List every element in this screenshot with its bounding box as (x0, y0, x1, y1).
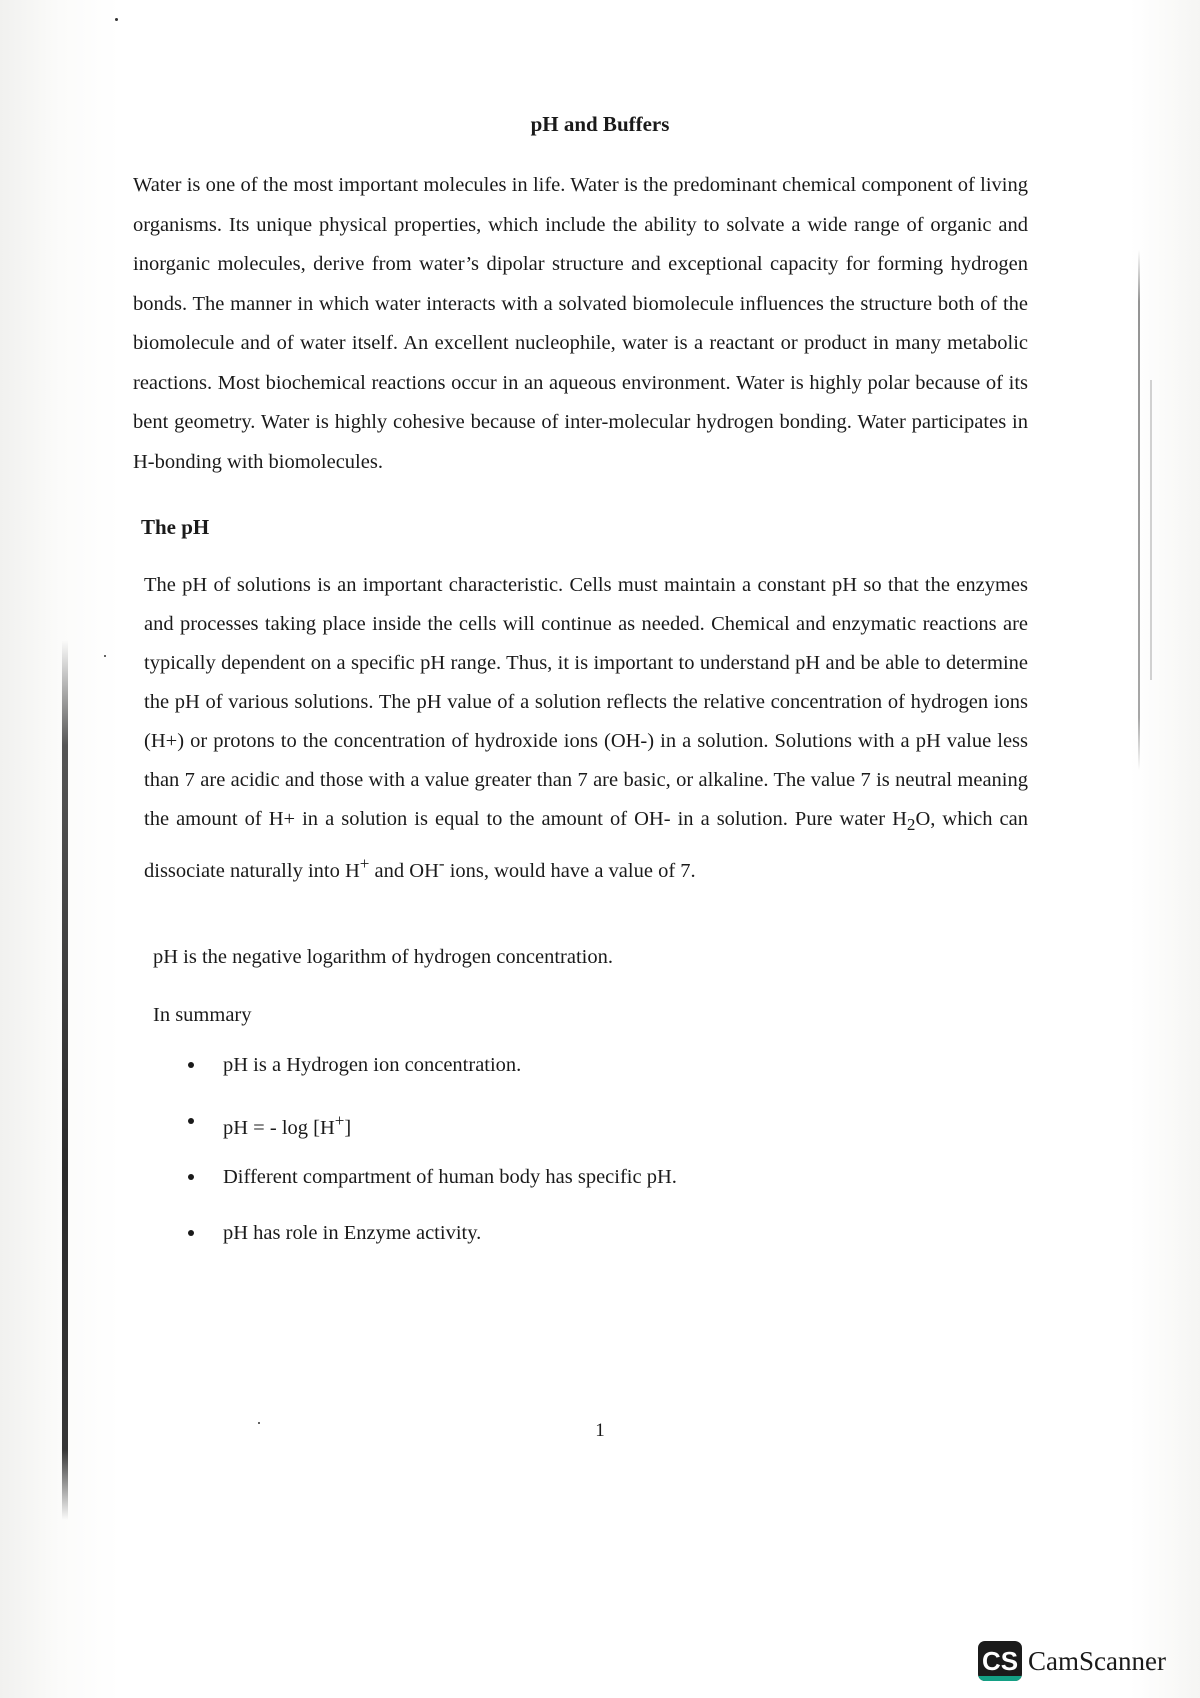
scan-edge-shadow-right-faint (1150, 380, 1152, 680)
ph-paragraph-text: ions, would have a value of 7. (444, 859, 696, 882)
scan-speck (115, 18, 118, 21)
summary-list (186, 1052, 677, 1276)
intro-paragraph: Water is one of the most important molecules in life. Water is the predominant chemical component of living organisms. Its unique physical properties, which include the ability to solvate a wide range of organic and inorganic molecules, derive from water’s dipolar structure and exceptional capacity for forming hydrogen bonds. The manner in which water interacts with a solvated biomolecule influences the structure both of the biomolecule and of water itself. An excellent nucleophile, water is a reactant or product in many metabolic reactions. Most biochemical reactions occur in an aqueous environment. Water is highly polar because of its bent geometry. Water is highly cohesive because of inter-molecular hydrogen bonding. Water participates in H-bonding with biomolecules. (133, 174, 1028, 473)
superscript-plus: + (359, 854, 370, 874)
ph-paragraph-text: O, which can dissociate naturally into H (144, 808, 1028, 882)
bullet-icon (188, 1174, 194, 1180)
camscanner-watermark (978, 1641, 1166, 1681)
scan-speck (104, 655, 106, 657)
ph-paragraph-text: The pH of solutions is an important characteristic. Cells must maintain a constant pH so that the enzymes and processes taking place inside the cells will continue as needed. Chemical and enzymatic reactions are typically dependent on a specific pH range. Thus, it is important to understand pH and be able to determine the pH of various solutions. The pH value of a solution reflects the relative concentration of hydrogen ions (H+) or protons to the concentration of hydroxide ions (OH-) in a solution. Solutions with a pH value less than 7 are acidic and those with a value greater than 7 are basic, or alkaline. The value 7 is neutral meaning the amount of H+ in a solution is equal to the amount of OH- in a solution. Pure water H (144, 574, 1028, 830)
bullet-icon (188, 1062, 194, 1068)
list-item (186, 1052, 677, 1108)
ph-paragraph (144, 566, 1028, 891)
camscanner-logo-icon: CS (978, 1641, 1022, 1681)
subscript-two: 2 (906, 815, 916, 835)
scan-edge-shadow-left (62, 640, 68, 1520)
ph-definition: pH is the negative logarithm of hydrogen concentration. (153, 946, 613, 968)
camscanner-label: CamScanner (1028, 1645, 1166, 1676)
superscript-plus: + (334, 1111, 345, 1130)
summary-label: In summary (153, 1004, 252, 1026)
list-item (186, 1220, 677, 1276)
ph-paragraph-text: and OH (369, 859, 439, 882)
section-heading: The pH (141, 515, 210, 539)
list-item-text: pH has role in Enzyme activity. (223, 1222, 482, 1244)
scan-edge-shadow-right (1138, 250, 1140, 770)
list-item-text: pH is a Hydrogen ion concentration. (223, 1054, 522, 1076)
page-number: 1 (595, 1420, 605, 1441)
list-item-text: pH = - log [H (223, 1116, 335, 1139)
list-item-text: Different compartment of human body has specific pH. (223, 1166, 677, 1188)
list-item-text: ] (344, 1116, 352, 1139)
list-item (186, 1164, 677, 1220)
bullet-icon (188, 1118, 194, 1124)
superscript-minus: - (438, 854, 445, 874)
bullet-icon (188, 1230, 194, 1236)
document-title: pH and Buffers (530, 112, 670, 136)
list-item (186, 1108, 677, 1164)
